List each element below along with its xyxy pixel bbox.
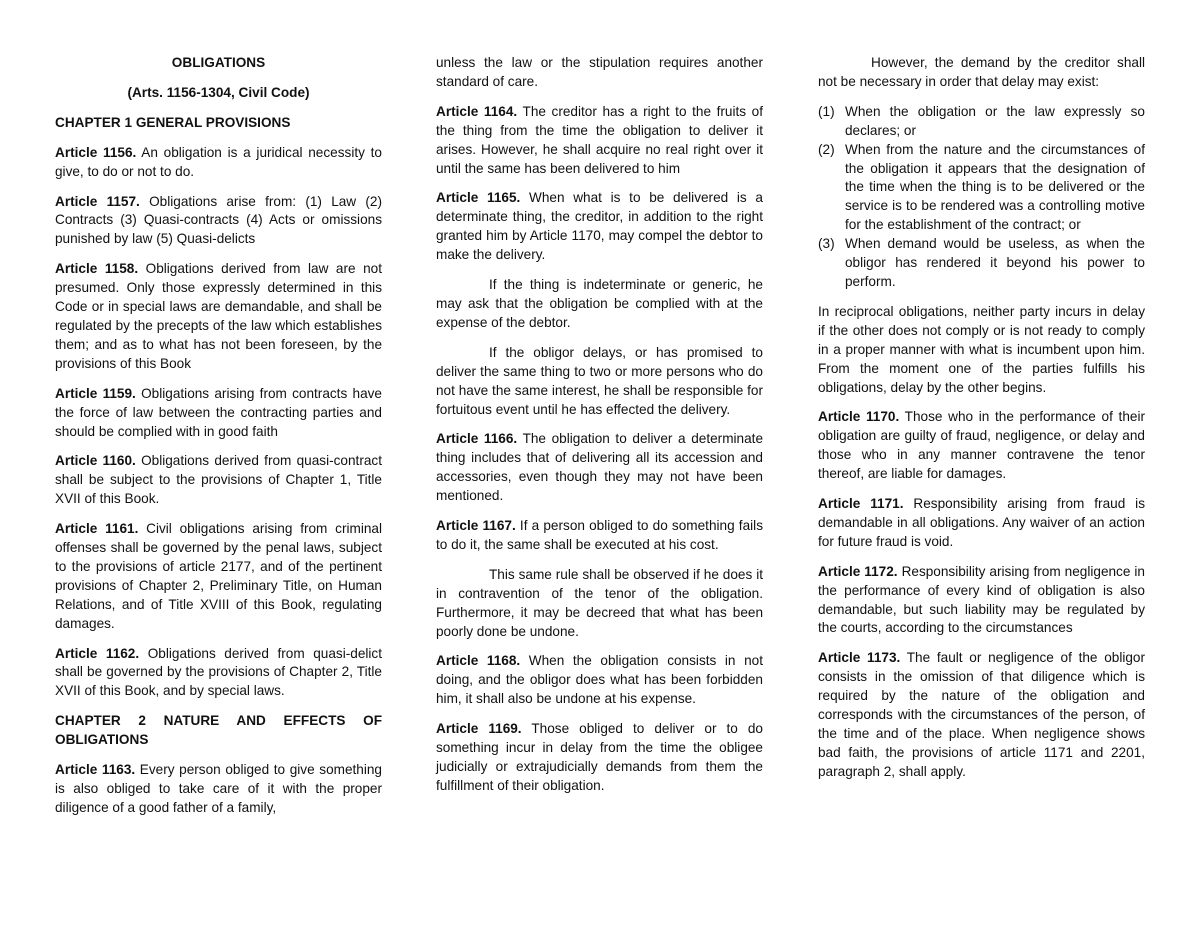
list-item [818,103,1145,141]
article-1164-label: Article 1164. [436,103,518,119]
article-1162-text: Obligations derived from quasi-delict shall be governed by the provisions of Chapter 2, Title XVII of this Book, and by special laws. [55,645,382,699]
article-1168-label: Article 1168. [436,653,521,669]
article-1164-text: The creditor has a right to the fruits of the thing from the time the obligation to deliver it arises. However, he shall acquire no real right over it until the same has been delivered to him [436,103,763,176]
article-1157-label: Article 1157. [55,193,140,209]
article-1165 [436,189,763,265]
list-item-text: When demand would be useless, as when the obligor has rendered it beyond his power to perform. [845,236,1145,289]
list-item-number: (2) [818,141,835,157]
article-1173 [818,649,1145,781]
article-1171-text: Responsibility arising from fraud is demandable in all obligations. Any waiver of an action for future fraud is void. [818,496,1145,549]
article-1167-label: Article 1167. [436,518,516,534]
article-1165-paragraph-3: If the obligor delays, or has promised to deliver the same thing to two or more persons who do not have the same interest, he shall be responsible for fortuitous event until he has effected the delivery. [436,344,763,417]
chapter-2-heading: CHAPTER 2 NATURE AND EFFECTS OF OBLIGATIONS [55,713,382,748]
article-1167 [436,517,763,555]
list-item-number: (1) [818,103,835,119]
article-1165-label: Article 1165. [436,190,521,206]
article-1162-label: Article 1162. [55,645,140,661]
article-1170 [818,408,1145,484]
article-1161 [55,520,382,633]
column-2 [436,54,763,807]
article-1168 [436,652,763,709]
article-1169-list [818,103,1145,292]
article-1173-label: Article 1173. [818,650,901,666]
chapter-1-heading: CHAPTER 1 GENERAL PROVISIONS [55,114,291,130]
article-1166-text: The obligation to deliver a determinate thing includes that of delivering all its accession and accessories, even though they may not have been mentioned. [436,431,764,504]
list-item-text: When from the nature and the circumstances of the obligation it appears that the designation of the time when the thing is to be delivered or the service is to be rendered was a controlling motive for the establishment of the contract; or [845,141,1145,233]
article-1171-label: Article 1171. [818,496,904,512]
article-1168-text: When the obligation consists in not doing, and the obligor does what has been forbidden him, it shall also be undone at his expense. [436,653,763,707]
article-1159-label: Article 1159. [55,385,136,401]
article-1172-label: Article 1172. [818,563,898,579]
article-1163-label: Article 1163. [55,762,136,778]
article-1160-text: Obligations derived from quasi-contract shall be subject to the provisions of Chapter 1, Title XVII of this Book. [55,453,382,507]
article-1172-text: Responsibility arising from negligence in the performance of every kind of obligation is also demandable, but such liability may be regulated by the courts, according to the circumstances [818,563,1145,636]
article-1156 [55,144,382,182]
article-1163-continued: unless the law or the stipulation requires another standard of care. [436,55,763,89]
article-1165-text: When what is to be delivered is a determinate thing, the creditor, in addition to the right granted him by Article 1170, may compel the debtor to make the delivery. [436,190,763,263]
document-title: OBLIGATIONS [171,55,266,70]
article-1173-text: The fault or negligence of the obligor consists in the omission of that diligence which is required by the nature of the obligation and corresponds with the circumstances of the person, of the time and of the place. When negligence shows bad faith, the provisions of article 1171 and 2201, paragraph 2, shall apply. [818,650,1146,779]
article-1169-label: Article 1169. [436,721,522,737]
article-1161-label: Article 1161. [55,521,139,537]
article-1164 [436,103,763,179]
article-1169-paragraph-2: However, the demand by the creditor shall not be necessary in order that delay may exist: [818,55,1145,89]
column-1 [55,54,382,829]
article-1160 [55,452,382,509]
article-1161-text: Civil obligations arising from criminal offenses shall be governed by the penal laws, subject to the provisions of article 2177, and of the pertinent provisions of Chapter 2, Preliminary Title, on Human Relations, and of Title XVIII of this Book, regulating damages. [55,521,382,631]
list-item-number: (3) [818,236,835,252]
article-1171 [818,495,1145,552]
article-1166 [436,430,763,506]
article-1159-text: Obligations arising from contracts have the force of law between the contracting parties and should be complied with in good faith [55,385,382,439]
article-1158-text: Obligations derived from law are not presumed. Only those expressly determined in this Code or in special laws are demandable, and shall be regulated by the precepts of the law which establishes them; and as to what has not been foreseen, by the provisions of this Book [55,261,382,371]
list-item-text: When the obligation or the law expressly so declares; or [845,103,1145,138]
article-1172 [818,563,1145,639]
article-1160-label: Article 1160. [55,453,136,469]
article-1166-label: Article 1166. [436,431,518,447]
article-1159 [55,385,382,442]
article-1156-label: Article 1156. [55,144,137,160]
article-1157 [55,193,382,250]
article-1163 [55,761,382,818]
article-1163-text: Every person obliged to give something is also obliged to take care of it with the proper diligence of a good father of a family, [55,762,382,815]
article-1169-text: Those obliged to deliver or to do something incur in delay from the time the obligee judicially or extrajudicially demands from them the fulfillment of their obligation. [436,721,763,793]
article-1169-paragraph-3: In reciprocal obligations, neither party incurs in delay if the other does not comply or is not ready to comply in a proper manner with what is incumbent upon him. From the moment one of the parties fulfills his obligations, delay by the other begins. [818,303,1145,395]
article-1156-text: An obligation is a juridical necessity to give, to do or not to do. [55,144,382,179]
document-subtitle: (Arts. 1156-1304, Civil Code) [127,84,310,100]
article-1157-text: Obligations arise from: (1) Law (2) Contracts (3) Quasi-contracts (4) Acts or omissions punished by law (5) Quasi-delicts [55,193,382,247]
article-1167-paragraph-2: This same rule shall be observed if he does it in contravention of the tenor of the obligation. Furthermore, it may be decreed that what has been poorly done be undone. [436,566,763,639]
article-1167-text: If a person obliged to do something fails to do it, the same shall be executed at his cost. [436,518,763,552]
article-1162 [55,645,382,702]
article-1170-text: Those who in the performance of their obligation are guilty of fraud, negligence, or delay and those who in any manner contravene the tenor thereof, are liable for damages. [818,409,1145,482]
list-item [818,235,1145,292]
article-1169 [436,720,763,796]
column-3 [818,54,1145,793]
list-item [818,141,1145,236]
article-1165-paragraph-2: If the thing is indeterminate or generic, he may ask that the obligation be complied with at the expense of the debtor. [436,277,763,330]
article-1170-label: Article 1170. [818,409,900,425]
article-1158 [55,260,382,373]
article-1158-label: Article 1158. [55,261,139,277]
